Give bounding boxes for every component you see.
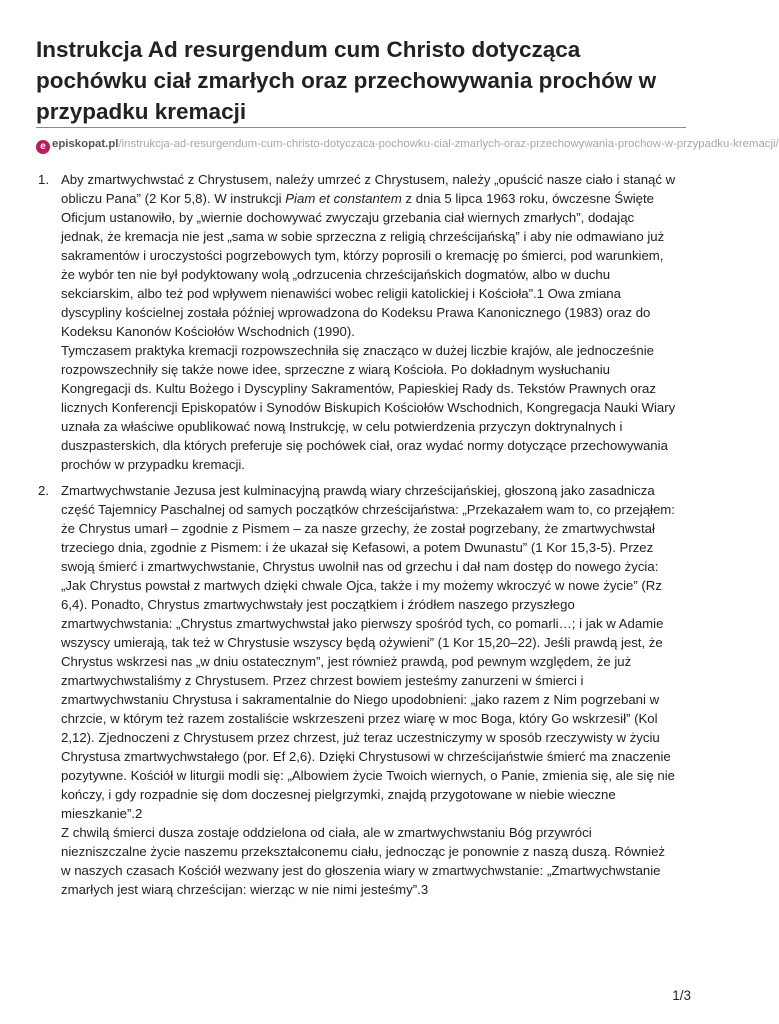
item-paragraph: Tymczasem praktyka kremacji rozpowszechniła się znacząco w dużej liczbie krajów, ale jednocześnie rozpowszechniły się także nowe idee, sprzeczne z wiarą Kościoła. Po dokładnym wysłuchaniu Kongregacji ds. Kultu Bożego i Dyscypliny Sakramentów, Papieskiej Rady ds. Tekstów Prawnych oraz licznych Konferencji Episkopatów i Synodów Biskupich Kościołów Wschodnich, Kongregacja Nauki Wiary uznała za właściwe opublikować nową Instrukcję, w celu potwierdzenia przyczyn doktrynalnych i duszpasterskich, dla których preferuje się pochówek ciał, oraz wydać normy dotyczące przechowywania prochów w przypadku kremacji. (61, 343, 676, 472)
item-number: 1. (38, 172, 49, 187)
page-number: 1/3 (672, 988, 691, 1003)
item-paragraph (61, 170, 676, 341)
source-domain[interactable]: episkopat.pl (52, 138, 119, 150)
paragraph-text: z dnia 5 lipca 1963 roku, ówczesne Święte Oficjum ustanowiło, by „wiernie dochowywać zwyczaju grzebania ciał wiernych zmarłych”, dodając jednak, że kremacja nie jest „sama w sobie sprzeczna z religią chrześcijańską” i aby nie odmawiano już sakramentów i uroczystości pogrzebowych tym, którzy poprosili o kremację po śmierci, pod warunkiem, że wybór ten nie był podyktowany wolą „odrzucenia chrześcijańskich dogmatów, albo w duchu sekciarskim, albo też pod wpływem nienawiści wobec religii katolickiej i Kościoła”.1 Owa zmiana dyscypliny kościelnej została później wprowadzona do Kodeksu Prawa Kanonicznego (1983) oraz do Kodeksu Kanonów Kościołów Wschodnich (1990). (61, 191, 665, 339)
paragraph-text: Aby zmartwychwstać z Chrystusem, należy umrzeć z Chrystusem, należy „opuścić nasze ciało i stanąć w obliczu Pana” (2 Kor 5,8). W instrukcji (61, 172, 676, 206)
source-url[interactable] (36, 135, 779, 153)
item-paragraph: Zmartwychwstanie Jezusa jest kulminacyjną prawdą wiary chrześcijańskiej, głoszoną jako zasadnicza część Tajemnicy Paschalnej od samych początków chrześcijaństwa: „Przekazałem wam to, co przejąłem: że Chrystus umarł – zgodnie z Pismem – za nasze grzechy, że został pogrzebany, że zmartwychwstał trzeciego dnia, zgodnie z Pismem: i że ukazał się Kefasowi, a potem Dwunastu” (1 Kor 15,3-5). Przez swoją śmierć i zmartwychwstanie, Chrystus uwolnił nas od grzechu i dał nam dostęp do nowego życia: „Jak Chrystus powstał z martwych dzięki chwale Ojca, także i my możemy wkroczyć w nowe życie” (Rz 6,4). Ponadto, Chrystus zmartwychwstały jest początkiem i źródłem naszego przyszłego zmartwychwstania: „Chrystus zmartwychwstał jako pierwszy spośród tych, co pomarli…; i jak w Adamie wszyscy umierają, tak też w Chrystusie wszyscy będą ożywieni” (1 Kor 15,20–22). Jeśli prawdą jest, że Chrystus wskrzesi nas „w dniu ostatecznym”, jest również prawdą, pod pewnym względem, że już zmartwychwstaliśmy z Chrystusem. Przez chrzest bowiem jesteśmy zanurzeni w śmierci i zmartwychwstaniu Chrystusa i sakramentalnie do Niego upodobnieni: „jako razem z Nim pogrzebani w chrzcie, w którym też razem zostaliście wskrzeszeni przez wiarę w moc Boga, który Go wskrzesił” (Kol 2,12). Zjednoczeni z Chrystusem przez chrzest, już teraz uczestniczymy w sposób rzeczywisty w życiu Chrystusa zmartwychwstałego (por. Ef 2,6). Dzięki Chrystusowi w chrześcijaństwie śmierć ma znaczenie pozytywne. Kościół w liturgii modli się: „Albowiem życie Twoich wiernych, o Panie, zmienia się, ale się nie kończy, i gdy rozpadnie się dom doczesnej pielgrzymki, znajdą przygotowane w niebie wieczne mieszkanie”.2 (61, 483, 675, 821)
title-divider (36, 127, 686, 128)
episkopat-logo-icon: e (36, 140, 50, 154)
list-item (36, 481, 676, 899)
source-path[interactable]: /instrukcja-ad-resurgendum-cum-christo-dotyczaca-pochowku-cial-zmarlych-oraz-przechowywania-prochow-w-przypadku-kremacji/ (118, 138, 779, 150)
document-title-italic: Piam et constantem (285, 191, 402, 206)
list-item (36, 170, 676, 474)
item-number: 2. (38, 483, 49, 498)
page-title: Instrukcja Ad resurgendum cum Christo dotycząca pochówku ciał zmarłych oraz przechowywania prochów w przypadku kremacji (36, 37, 657, 124)
item-paragraph: Z chwilą śmierci dusza zostaje oddzielona od ciała, ale w zmartwychwstaniu Bóg przywróci niezniszczalne życie naszemu przekształconemu ciału, jednocząc je ponownie z naszą duszą. Również w naszych czasach Kościół wezwany jest do głoszenia wiary w zmartwychwstanie: „Zmartwychwstanie zmarłych jest wiarą chrześcijan: wierząc w nie nimi jesteśmy”.3 (61, 825, 666, 897)
article-body (36, 170, 676, 906)
